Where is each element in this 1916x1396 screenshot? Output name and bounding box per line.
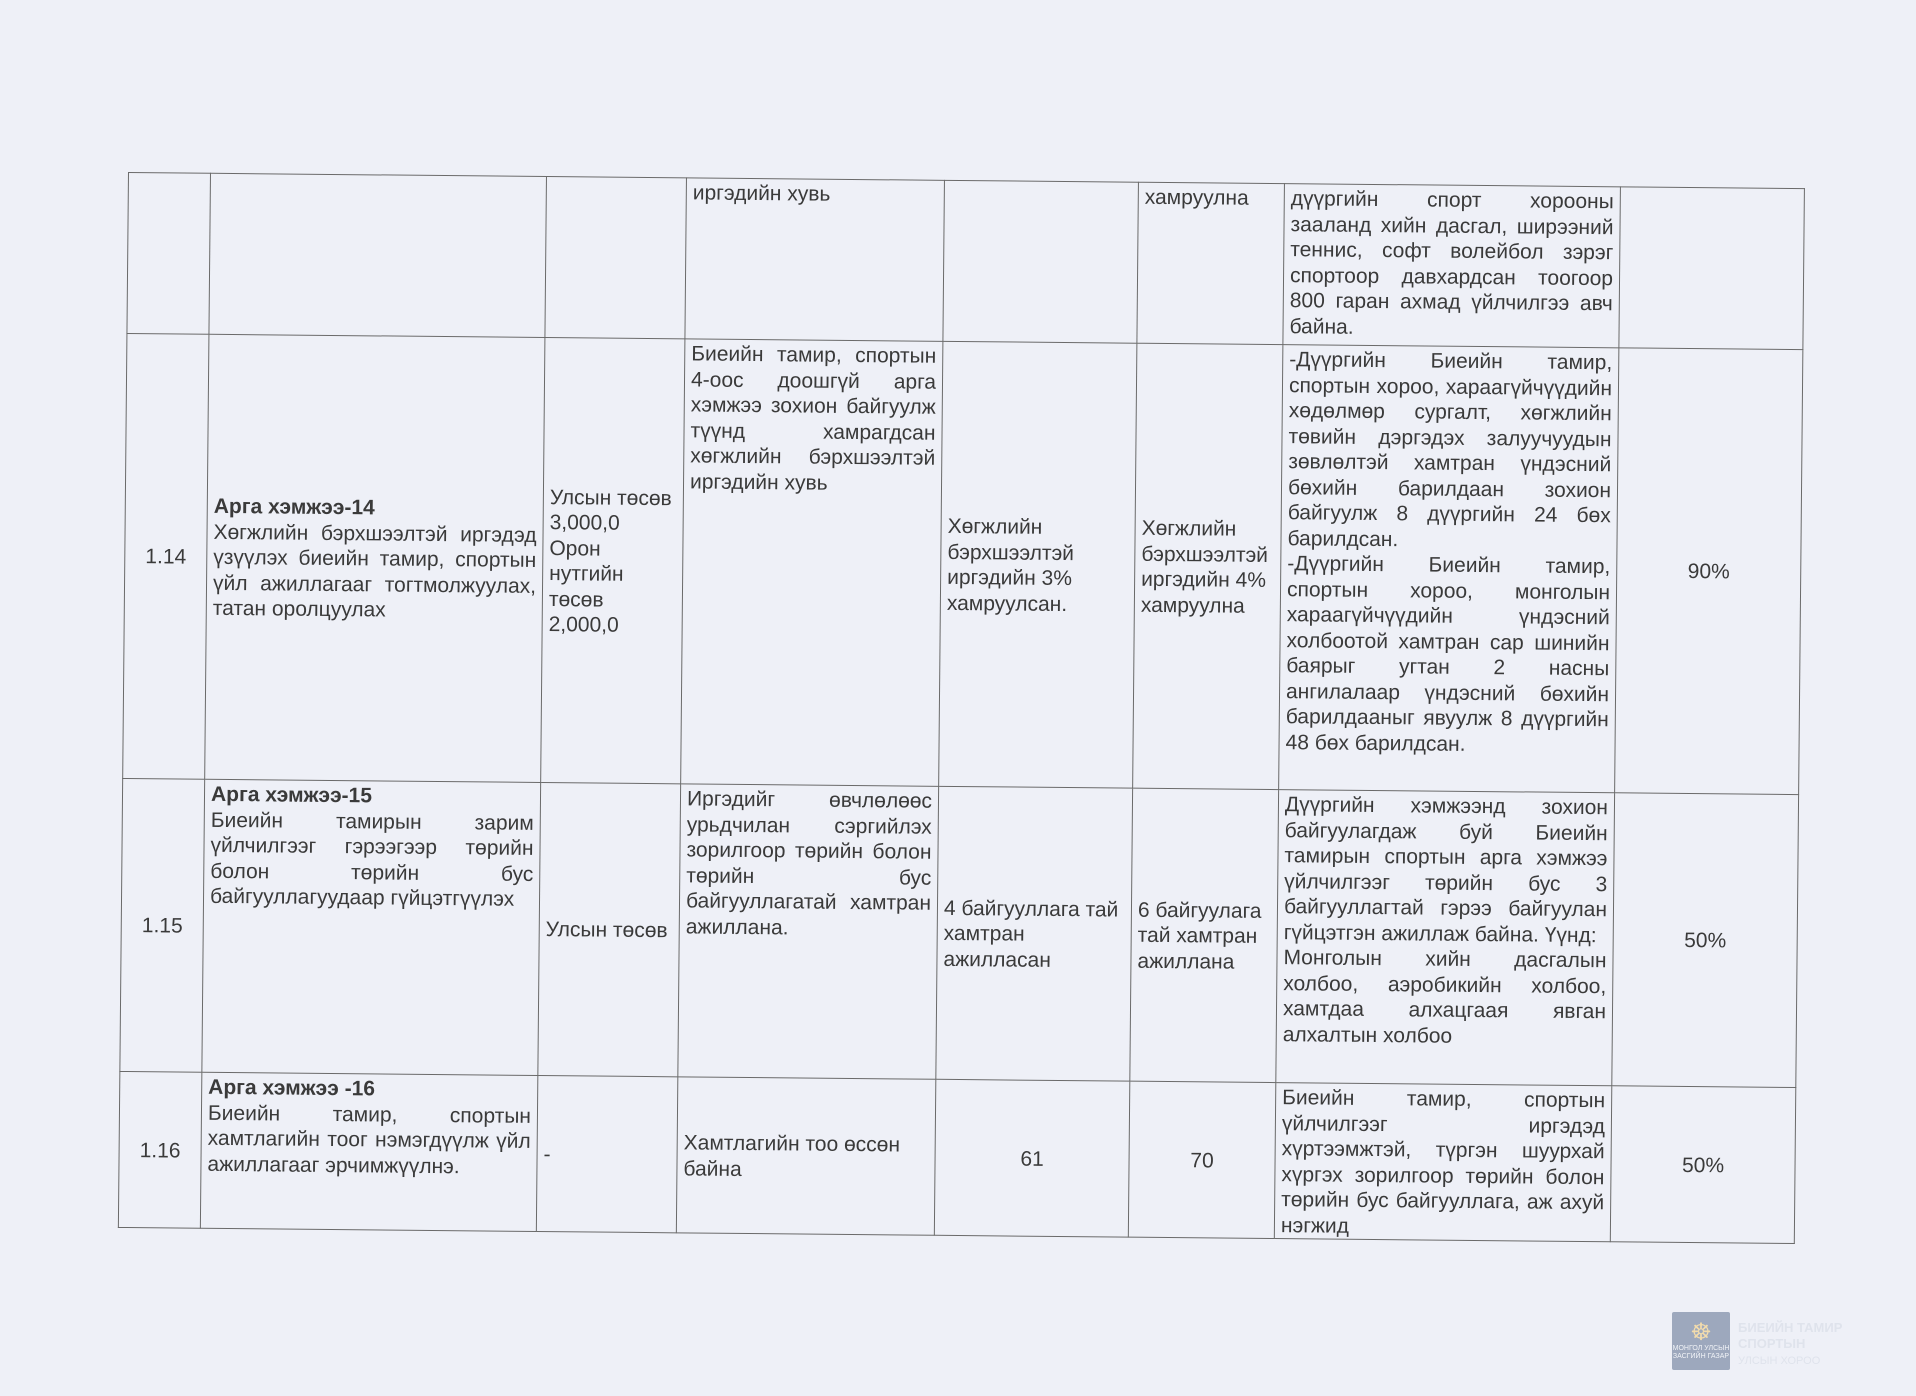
table-row: [127, 173, 1804, 350]
progress-text: дүүргийн спорт хорооны зааланд хийн дасгал, ширээний теннис, софт волейбол зэрэг спортоор давхардсан тоогоор 800 гаран ахмад үйлчилгээ авч байна.: [1289, 187, 1614, 339]
soyombo-icon: ☸: [1690, 1319, 1712, 1346]
activity-cell: [209, 173, 547, 337]
row-number: 1.15: [120, 778, 205, 1072]
baseline-cell: [943, 180, 1139, 343]
progress-text: -Дүүргийн Биеийн тамир, спортын хороо, монголын хараагүйчүүдийн үндэсний холбоотой хамтран сар шинийн баярыг угтан 2 насны ангилалаар үндэсний бөхийн барилдааныг явуулж 8 дүүргийн 48 бөх барилдсан.: [1285, 552, 1611, 756]
agency-subname: УЛСЫН ХОРОО: [1738, 1355, 1821, 1367]
government-emblem-logo: [1672, 1312, 1730, 1370]
document-page: [118, 172, 1804, 1244]
budget-cell: [545, 177, 687, 339]
activity-text: Биеийн тамир, спортын хамтлагийн тоог нэмэгдүүлж үйл ажиллагааг эрчимжүүлнэ.: [207, 1101, 532, 1178]
row-number: 1.16: [118, 1071, 201, 1228]
activity-title: Арга хэмжээ-15: [210, 782, 373, 808]
percent-cell: [1619, 187, 1805, 350]
agency-watermark: [1738, 1320, 1908, 1369]
activity-cell: [200, 1072, 537, 1231]
progress-text: Дүүргийн хэмжээнд зохион байгуулагдаж буй Биеийн тамирын спортын арга хэмжээ үйлчилгээг төрийн бус 3 байгууллагтай гэрээ байгуулан гүйцэтгэн ажиллаж байна. Үүнд:: [1283, 793, 1609, 947]
progress-cell: [1276, 790, 1615, 1086]
target-cell: Хөгжлийн бэрхшээлтэй иргэдийн 4% хамруулна: [1133, 343, 1283, 789]
percent-cell: 50%: [1612, 793, 1799, 1088]
activity-text: Биеийн тамирын зарим үйлчилгээг гэрээгээр төрийн болон төрийн бус байгууллагуудаар гүйцэтгүүлэх: [209, 808, 534, 911]
table-row: [118, 1071, 1795, 1243]
activity-text: Хөгжлийн бэрхшээлтэй иргэдэд үзүүлэх биеийн тамир, спортын үйл ажиллагааг тогтмолжуулах, татан оролцуулах: [212, 520, 537, 622]
budget-cell: Улсын төсөв 3,000,0 Орон нутгийн төсөв 2,000,0: [541, 338, 685, 784]
baseline-cell: 61: [934, 1079, 1129, 1237]
target-cell: 70: [1128, 1081, 1275, 1238]
indicator-cell: Биеийн тамир, спортын 4-оос доошгүй арга хэмжээ зохион байгуулж түүнд хамрагдсан хөгжлийн бэрхшээлтэй иргэдийн хувь: [681, 339, 943, 786]
progress-cell: [1279, 345, 1619, 793]
baseline-cell: 4 байгууллага тай хамтран ажилласан: [936, 786, 1133, 1081]
progress-text: -Дүүргийн Биеийн тамир, спортын хороо, хараагүйчүүдийн хөдөлмөр сургалт, хөгжлийн төвийн дэргэдэх залуучуудын зөвлөлтэй хамтран үндэсний бөхийн барилдаан зохион байгуулж 8 дүүргийн 24 бөх барилдсан.: [1287, 348, 1613, 551]
activity-title: Арга хэмжээ-14: [213, 495, 375, 520]
table-row: [120, 778, 1799, 1087]
row-number: 1.14: [123, 333, 209, 779]
budget-cell: -: [536, 1075, 677, 1232]
progress-text: Биеийн тамир, спортын үйлчилгээг иргэдэд хүртээмжтэй, түргэн шуурхай хүргэх зорилгоор төрийн болон төрийн бус байгууллага, аж ахуй нэгжид: [1280, 1086, 1606, 1238]
activity-cell: [202, 779, 541, 1075]
budget-cell: Улсын төсөв: [538, 782, 681, 1076]
activity-title: Арга хэмжээ -16: [208, 1075, 376, 1101]
progress-text: Монголын хийн дасгалын холбоо, аэробикийн холбоо, хамтдаа алхацгаая явган алхалтын холбоо: [1282, 946, 1607, 1048]
target-cell: 6 байгуулага тай хамтран ажиллана: [1130, 788, 1279, 1082]
indicator-cell: иргэдийн хувь: [685, 178, 945, 341]
table-row: [123, 333, 1803, 794]
baseline-cell: Хөгжлийн бэрхшээлтэй иргэдийн 3% хамруулсан.: [939, 341, 1137, 788]
indicator-cell: Иргэдийг өвчлөлөөс урьдчилан сэргийлэх зорилгоор төрийн болон төрийн бус байгууллагатай хамтран ажиллана.: [678, 784, 939, 1079]
row-number: [127, 173, 211, 335]
percent-cell: 50%: [1610, 1086, 1795, 1244]
target-cell: хамруулна: [1137, 182, 1285, 344]
logo-caption: МОНГОЛ УЛСЫН ЗАСГИЙН ГАЗАР: [1672, 1345, 1730, 1360]
percent-cell: 90%: [1615, 348, 1803, 795]
progress-cell: [1283, 184, 1621, 348]
indicator-cell: Хамтлагийн тоо өссөн байна: [676, 1077, 935, 1235]
activity-cell: [205, 334, 545, 782]
plan-report-table: [118, 172, 1805, 1244]
agency-name: БИЕИЙН ТАМИР СПОРТЫН: [1738, 1320, 1843, 1351]
progress-cell: [1274, 1083, 1611, 1242]
